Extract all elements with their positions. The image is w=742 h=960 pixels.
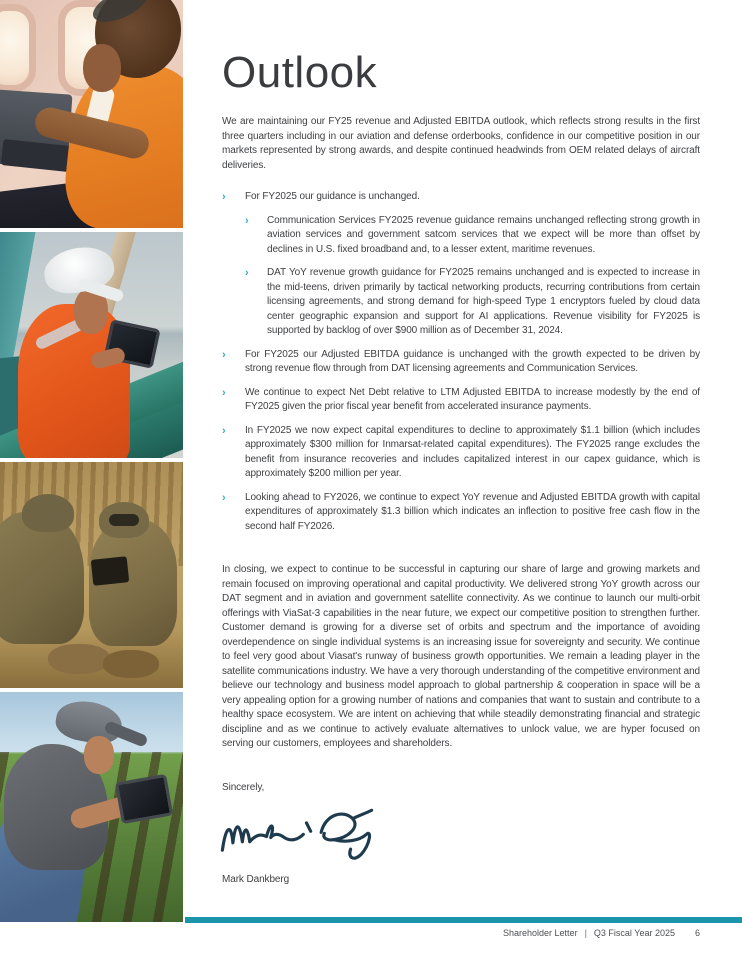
- bullet-chevron-icon: ›: [222, 424, 226, 437]
- bullet-chevron-icon: ›: [222, 348, 226, 361]
- photo-airplane-passenger-with-laptop: [0, 0, 183, 228]
- signature-image: [218, 805, 376, 867]
- photo-strip: [0, 0, 183, 922]
- closing-paragraph: In closing, we expect to continue to be successful in capturing our share of large and growing markets and remain focused on improving operational and capital productivity. We delivered strong YoY growth across our DAT segment and in aviation and government satellite connectivity. As we continue to launch our multi-orbit offerings with ViaSat-3 capabilities in the near future, we expect our competitive position to strengthen further. Customer demand is growing for a diverse set of orbits and spectrum and the importance of avoiding overdependence on single individual systems is an increasing issue for sovereignty and security. We continue to feel very good about Viasat's runway of business growth opportunities. We remain a leading player in the satellite communications industry. We have a very thorough understanding of the competitive environment and believe our technology and business model approach to global partnership & cooperation in space will be a very appealing option for a growing number of nations and companies that want to sustain and contribute to a healthy space ecosystem. We are intent on achieving that while steadily demonstrating financial and strategic discipline and as we continue to actively evaluate alternatives to unlock value, we are hyper focused on serving our customers, employees and shareholders.: [222, 564, 700, 749]
- guidance-bullet-list: [222, 190, 700, 534]
- outlook-section: [222, 50, 700, 888]
- field-tablet-shape: [91, 556, 130, 586]
- list-item-text: For FY2025 our guidance is unchanged.: [245, 191, 420, 202]
- footer-accent-bar: [185, 917, 742, 923]
- face-shape: [84, 736, 114, 774]
- list-item-text: For FY2025 our Adjusted EBITDA guidance is unchanged with the growth expected to be driven by strong revenue flow through from DAT licensing agreements and Communication Services.: [245, 348, 700, 374]
- list-item: [222, 190, 700, 205]
- footer: [503, 928, 700, 938]
- photo-farmer-with-tablet-in-field: [0, 692, 183, 922]
- footer-edition: Q3 Fiscal Year 2025: [593, 928, 675, 938]
- intro-paragraph: We are maintaining our FY25 revenue and Adjusted EBITDA outlook, which reflects strong results in the first three quarters including in our aviation and defense orderbooks, confidence in our competitive position in our markets represented by strong awards, and despite continued headwinds from OEM related delays of aircraft deliveries.: [222, 116, 700, 171]
- list-item: [222, 214, 700, 258]
- photo-maritime-worker-with-tablet: [0, 232, 183, 458]
- bullet-chevron-icon: ›: [222, 491, 226, 504]
- gear-bag-shape: [48, 644, 110, 674]
- bullet-chevron-icon: ›: [222, 386, 226, 399]
- list-item: [222, 266, 700, 339]
- face-shape: [83, 44, 121, 92]
- footer-label: Shareholder Letter: [503, 928, 578, 938]
- page-title: Outlook: [222, 48, 378, 97]
- helmet-shape: [22, 494, 74, 532]
- list-item: [222, 424, 700, 482]
- list-item-text: Looking ahead to FY2026, we continue to expect YoY revenue and Adjusted EBITDA growth with capital expenditures of approximately $1.3 billion which indicates an inflection to positive free cash flow in the second half FY2026.: [245, 491, 700, 532]
- bullet-chevron-icon: ›: [245, 214, 249, 227]
- bullet-chevron-icon: ›: [222, 191, 226, 203]
- airplane-window-icon: [0, 4, 36, 92]
- list-item: [222, 348, 700, 377]
- list-item-text: Communication Services FY2025 revenue guidance remains unchanged reflecting strong growth in aviation services and government satcom services that we expect will be more than offset by declines in U.S. fixed broadband and, to a lesser extent, maritime revenues.: [267, 214, 700, 255]
- page-number: 6: [694, 928, 700, 938]
- list-item: [222, 491, 700, 535]
- list-item-text: DAT YoY revenue growth guidance for FY2025 remains unchanged and is expected to increase in the mid-teens, driven primarily by tactical networking products, recurring contributions from certain licensing agreements, and strong demand for high-speed Type 1 encryptors fueled by cloud data center geographic expansion and support for AI applications. Revenue visibility for FY2025 is supported by backlog of over $900 million as of December 31, 2024.: [267, 267, 700, 336]
- list-item: [222, 386, 700, 415]
- signatory-name: Mark Dankberg: [222, 874, 290, 885]
- tablet-shape: [115, 774, 174, 824]
- list-item-text: In FY2025 we now expect capital expenditures to decline to approximately $1.1 billion (which includes approximately $300 million for Inmarsat-related capital expenditures). The FY2025 range excludes the benefit from insurance recoveries and includes capitalized interest in our capex guidance, which is approximately $200 million per year.: [245, 424, 700, 479]
- visor-shape: [109, 514, 139, 526]
- photo-soldiers-with-field-equipment: [0, 462, 183, 688]
- footer-separator: |: [584, 928, 587, 938]
- signoff-text: Sincerely,: [222, 781, 265, 793]
- list-item-text: We continue to expect Net Debt relative to LTM Adjusted EBITDA to increase modestly by the end of FY2025 given the prior fiscal year benefit from accelerated insurance payments.: [245, 386, 700, 412]
- gear-bag-shape: [103, 650, 159, 678]
- bullet-chevron-icon: ›: [245, 267, 249, 279]
